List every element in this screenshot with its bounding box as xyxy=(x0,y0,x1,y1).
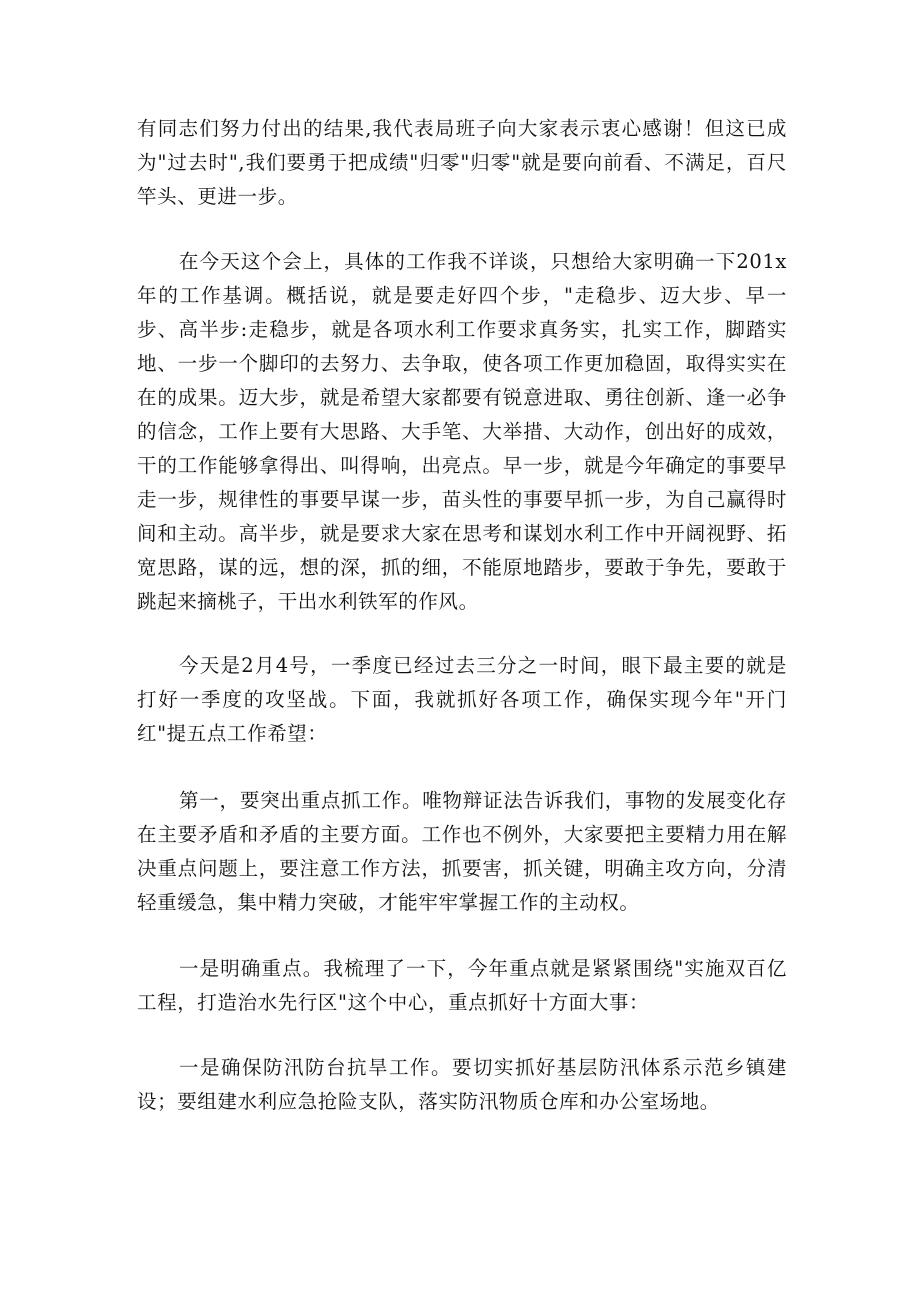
paragraph-4: 第一，要突出重点抓工作。唯物辩证法告诉我们，事物的发展变化存在主要矛盾和矛盾的主要方面。工作也不例外，大家要把主要精力用在解决重点问题上，要注意工作方法，抓要害，抓关键，明确主攻方向，分清轻重缓急，集中精力突破，才能牢牢掌握工作的主动权。 xyxy=(137,789,787,914)
paragraph-6: 一是确保防汛防台抗旱工作。要切实抓好基层防汛体系示范乡镇建设；要组建水利应急抢险支队，落实防汛物质仓库和办公室场地。 xyxy=(137,1056,787,1113)
paragraph-2: 在今天这个会上，具体的工作我不详谈，只想给大家明确一下201x年的工作基调。概括说，就是要走好四个步，"走稳步、迈大步、早一步、高半步:走稳步，就是各项水利工作要求真务实，扎实工作，脚踏实地、一步一个脚印的去努力、去争取，使各项工作更加稳固，取得实实在在的成果。迈大步，就是希望大家都要有锐意进取、勇往创新、逢一必争的信念，工作上要有大思路、大手笔、大举措、大动作，创出好的成效，干的工作能够拿得出、叫得响，出亮点。早一步，就是今年确定的事要早走一步，规律性的事要早谋一步，苗头性的事要早抓一步，为自己赢得时间和主动。高半步，就是要求大家在思考和谋划水利工作中开阔视野、拓宽思路，谋的远，想的深，抓的细，不能原地踏步，要敢于争先，要敢于跳起来摘桃子，干出水利铁军的作风。 xyxy=(137,250,787,613)
paragraph-3: 今天是2月4号，一季度已经过去三分之一时间，眼下最主要的就是打好一季度的攻坚战。下面，我就抓好各项工作，确保实现今年"开门红"提五点工作希望： xyxy=(137,654,787,745)
paragraph-5: 一是明确重点。我梳理了一下，今年重点就是紧紧围绕"实施双百亿工程，打造治水先行区"这个中心，重点抓好十方面大事： xyxy=(137,957,787,1014)
paragraph-1: 有同志们努力付出的结果,我代表局班子向大家表示衷心感谢！但这已成为"过去时",我们要勇于把成绩"归零"归零"就是要向前看、不满足，百尺竿头、更进一步。 xyxy=(137,117,787,208)
